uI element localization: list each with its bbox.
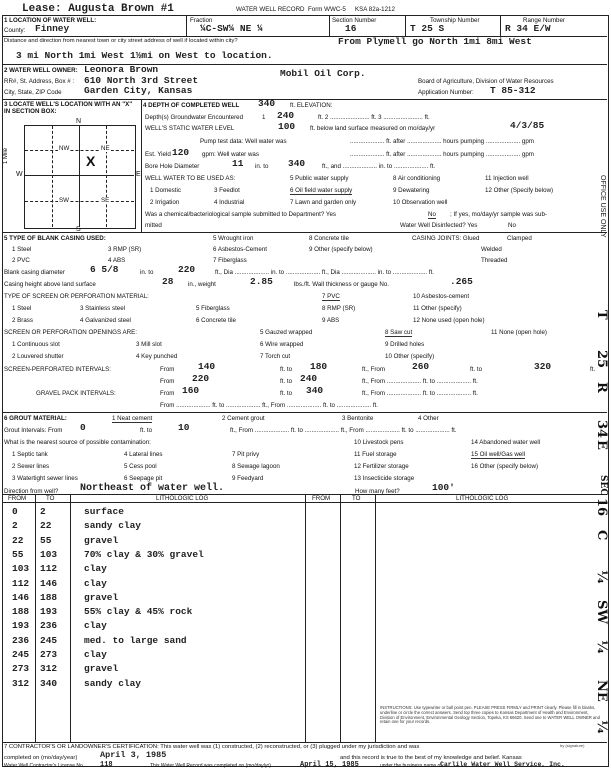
quadrant-nw: NW: [59, 145, 70, 152]
pump-label: Pump test data: Well water was: [200, 138, 287, 145]
groundwater-label: Depth(s) Groundwater Encountered: [145, 114, 244, 121]
casing-5: 5 Wrought iron: [213, 235, 254, 242]
log-from: 112: [12, 577, 30, 589]
screen-10: 10 Asbestos-cement: [413, 293, 470, 300]
log-description: gravel: [84, 663, 119, 675]
city-value: Garden City, Kansas: [84, 85, 193, 96]
contam-6: 6 Seepage pit: [124, 475, 163, 482]
contam-1: 1 Septic tank: [12, 451, 48, 458]
log-from: 312: [12, 677, 30, 689]
office-use-label: OFFICE USE ONLY: [599, 175, 606, 238]
screen-label: TYPE OF SCREEN OR PERFORATION MATERIAL:: [4, 293, 149, 300]
township-value: T 25 S: [410, 23, 445, 34]
chem-label: Was a chemical/bacteriological sample submitted to Department? Yes: [145, 211, 336, 218]
form-number: Form WWC-5: [308, 6, 346, 13]
contam-8: 8 Sewage lagoon: [232, 463, 280, 470]
screen-2: 2 Brass: [12, 317, 33, 324]
disinfected-no: No: [508, 222, 516, 229]
margin-hand-12: ¼: [594, 720, 609, 734]
height-value: 28: [162, 276, 174, 287]
elevation-label: ft. ELEVATION:: [290, 102, 333, 109]
distance-label: Distance and direction from nearest town or city street address of well if located within city?: [4, 38, 238, 44]
completed-label: completed on (mo/day/year): [4, 755, 78, 761]
use-11: 11 Injection well: [485, 175, 529, 182]
contam-12: 12 Fertilizer storage: [354, 463, 409, 470]
margin-hand-4: E: [594, 440, 609, 450]
margin-hand-9: SW: [594, 600, 609, 624]
gravel-label: GRAVEL PACK INTERVALS:: [36, 390, 116, 397]
county-label: County:: [4, 27, 26, 34]
height-label: Casing height above land surface: [4, 281, 96, 288]
use-8: 8 Air conditioning: [393, 175, 441, 182]
margin-hand-2: R: [594, 382, 609, 393]
perf-1-to: 180: [310, 361, 328, 372]
range-value: R 34 E/W: [505, 23, 551, 34]
screen-9: 9 ABS: [322, 317, 340, 324]
log-description: clay: [84, 563, 107, 575]
business-value: Carlile Water Well Service, Inc.: [440, 761, 565, 768]
static-value: 100: [278, 121, 296, 132]
address-label: RR#, St. Address, Box # :: [4, 78, 75, 85]
log-to: 146: [40, 577, 58, 589]
log-from: 188: [12, 606, 30, 618]
contam-15: 15 Oil well/Gas well: [471, 451, 525, 458]
gravel-1-to: 340: [306, 385, 324, 396]
mile-label: 1 Mile: [3, 147, 9, 164]
log-from: 0: [12, 506, 18, 517]
perf-2-to: 240: [300, 373, 318, 384]
township-label: Township Number: [430, 17, 480, 24]
opening-7: 7 Torch cut: [260, 353, 291, 360]
margin-hand-1: 25: [594, 350, 609, 369]
log-to: 236: [40, 620, 58, 632]
signature-label: by (signature): [560, 743, 585, 748]
log-from: 245: [12, 649, 30, 660]
grout-from: 0: [80, 422, 86, 433]
contam-2: 2 Sewer lines: [12, 463, 50, 470]
log-to: 103: [40, 548, 58, 560]
casing-1: 1 Steel: [12, 246, 32, 253]
mitted-label: mitted: [145, 222, 162, 229]
diameter-to-value: 220: [178, 264, 196, 275]
log-to: 273: [40, 649, 58, 660]
screen-6: 6 Concrete tile: [196, 317, 236, 324]
static-date: 4/3/85: [510, 120, 545, 131]
use-4: 4 Industrial: [214, 199, 245, 206]
county-value: Finney: [35, 23, 70, 34]
compass-s: S: [76, 226, 81, 233]
form-title: WATER WELL RECORD: [236, 6, 305, 13]
log-from: 193: [12, 620, 30, 632]
log-header-lithologic: LITHOLOGIC LOG: [156, 495, 209, 502]
log-description: sandy clay: [84, 677, 142, 689]
threaded: Threaded: [481, 257, 508, 264]
margin-hand-7: C: [594, 530, 609, 541]
use-2: 2 Irrigation: [150, 199, 180, 206]
use-9: 9 Dewatering: [393, 187, 430, 194]
diameter-to: in. to: [140, 269, 154, 276]
section-2-label: 2 WATER WELL OWNER:: [4, 67, 78, 74]
log-to: 188: [40, 591, 58, 603]
opening-2: 2 Louvered shutter: [12, 353, 64, 360]
opening-10: 10 Other (specify): [385, 353, 435, 360]
casing-8: 8 Concrete tile: [309, 235, 349, 242]
ksa-ref: KSA 82a-1212: [355, 6, 395, 13]
grout-4: 4 Other: [418, 415, 439, 422]
screen-1: 1 Steel: [12, 305, 32, 312]
log-description: 55% clay & 45% rock: [84, 606, 193, 618]
log-description: clay: [84, 649, 107, 660]
section-6-label: 6 GROUT MATERIAL:: [4, 415, 67, 422]
use-10: 10 Observation well: [393, 199, 448, 206]
log-description: sandy clay: [84, 520, 142, 532]
log-to: 193: [40, 606, 58, 618]
grout-2: 2 Cement grout: [222, 415, 265, 422]
bore-to-label: in. to: [255, 163, 269, 170]
range-label: Range Number: [523, 17, 565, 24]
quadrant-se: SE: [101, 197, 110, 204]
record-value: April 15, 1985: [300, 761, 359, 769]
yield-label: Est. Yield: [145, 151, 171, 158]
log-from: 273: [12, 663, 30, 675]
contam-3: 3 Watertight sewer lines: [12, 475, 78, 482]
log-header-to: TO: [46, 495, 55, 502]
howmany-value: 100': [432, 482, 455, 493]
instructions-line-3: OWNER and retain one for your records.: [380, 714, 600, 725]
city-label: City, State, ZIP Code: [4, 89, 62, 96]
howmany-label: How many feet?: [355, 488, 400, 495]
completed-rest: and this record is true to the best of my knowledge and belief. Kansas: [340, 755, 522, 761]
log-from: 103: [12, 563, 30, 575]
clamped: Clamped: [507, 235, 532, 242]
contam-11: 11 Fuel storage: [354, 451, 397, 458]
instructions-line-1: INSTRUCTIONS: Use typewriter or ball point pen. PLEASE PRESS FIRMLY and PRINT clearly. Please fill in blanks, underline or circle the correct answers. Send top: [380, 705, 596, 715]
section-5-label: 5 TYPE OF BLANK CASING USED:: [4, 235, 106, 242]
log-header-from-2: FROM: [312, 495, 331, 502]
screen-11: 11 Other (specify): [413, 305, 462, 312]
screen-5: 5 Fiberglass: [196, 305, 230, 312]
grout-to: 10: [178, 422, 190, 433]
screen-8: 8 RMP (SR): [322, 305, 356, 312]
compass-w: W: [16, 171, 23, 178]
section-4-label: 4 DEPTH OF COMPLETED WELL: [143, 102, 240, 109]
log-from: 2: [12, 520, 18, 532]
log-from: 55: [12, 548, 24, 560]
margin-hand-5: SEC: [598, 475, 608, 496]
well-x-mark: X: [86, 153, 96, 169]
use-12: 12 Other (Specify below): [485, 187, 554, 194]
casing-7: 7 Fiberglass: [213, 257, 247, 264]
contam-5: 5 Cess pool: [124, 463, 157, 470]
casing-9: 9 Other (specify below): [309, 246, 373, 253]
completed-value: April 3, 1985: [100, 750, 167, 760]
chem-rest: ; If yes, mo/day/yr sample was sub-: [450, 211, 547, 218]
log-to: 2: [40, 506, 46, 517]
welded: Welded: [481, 246, 502, 253]
bore-to-value: 340: [288, 158, 306, 169]
lease-title: Lease: Augusta Brown #1: [22, 3, 174, 15]
log-to: 55: [40, 534, 52, 546]
groundwater-index: 1: [262, 114, 266, 121]
fraction-label: Fraction: [190, 17, 213, 24]
distance-value-2: 3 mi North 1mi West 1½mi on West to location.: [16, 50, 273, 61]
log-from: 22: [12, 534, 24, 546]
application-value: T 85-312: [490, 85, 536, 96]
contam-label: What is the nearest source of possible contamination:: [4, 439, 151, 446]
opening-6: 6 Wire wrapped: [260, 341, 304, 348]
license-label: Water Well Contractor's License No.: [4, 763, 85, 769]
opening-4: 4 Key punched: [136, 353, 178, 360]
compass-e: E: [136, 171, 141, 178]
owner-company: Mobil Oil Corp.: [280, 68, 366, 79]
contam-9: 9 Feedyard: [232, 475, 264, 482]
log-description: 70% clay & 30% gravel: [84, 548, 204, 560]
use-3: 3 Feedlot: [214, 187, 240, 194]
instructions-line-2: three copies to Kansas Department of Health and Environment, Division of Environment, Environmental Geology Section, Topeka, KS 66620. Send one to WATER WELL: [380, 709, 589, 720]
margin-hand-6: 16: [594, 498, 609, 517]
contam-16: 16 Other (specify below): [471, 463, 539, 470]
opening-1: 1 Continuous slot: [12, 341, 60, 348]
screen-3: 3 Stainless steel: [80, 305, 126, 312]
perf-1-from: 140: [198, 361, 216, 372]
log-description: gravel: [84, 591, 119, 603]
address-value: 610 North 3rd Street: [84, 75, 199, 86]
openings-label: SCREEN OR PERFORATION OPENINGS ARE:: [4, 329, 137, 336]
log-from: 146: [12, 591, 30, 603]
log-header-to-2: TO: [352, 495, 361, 502]
perf-2-from: 220: [192, 373, 210, 384]
section-3-label: 3 LOCATE WELL'S LOCATION WITH AN "X" IN SECTION BOX:: [4, 101, 133, 116]
direction-label: Direction from well?: [4, 488, 59, 495]
margin-hand-11: NE: [594, 680, 609, 702]
casing-3: 3 RMP (SR): [108, 246, 142, 253]
log-from: 236: [12, 634, 30, 646]
yield-value: 120: [172, 147, 190, 158]
casing-4: 4 ABS: [108, 257, 126, 264]
quadrant-sw: SW: [59, 197, 69, 204]
static-label: WELL'S STATIC WATER LEVEL: [145, 125, 235, 132]
use-5: 5 Public water supply: [290, 175, 349, 182]
log-header-lithologic-2: LITHOLOGIC LOG: [456, 495, 509, 502]
perf-label: SCREEN-PERFORATED INTERVALS:: [4, 366, 111, 373]
groundwater-value: 240: [277, 110, 295, 121]
depth-value: 340: [258, 98, 276, 109]
screen-7: 7 PVC: [322, 293, 340, 300]
log-description: clay: [84, 577, 107, 589]
margin-hand-10: ¼: [594, 640, 609, 654]
grout-3: 3 Bentonite: [342, 415, 374, 422]
bore-value: 11: [232, 158, 244, 169]
log-to: 340: [40, 677, 58, 689]
instructions: [380, 706, 600, 725]
section-box: [24, 125, 136, 229]
license-value: 118: [100, 761, 113, 769]
casing-2: 2 PVC: [12, 257, 30, 264]
perf-1-to-2: 320: [534, 361, 552, 372]
log-to: 245: [40, 634, 58, 646]
margin-hand-3: 34: [594, 420, 609, 439]
section-number-value: 16: [345, 23, 357, 34]
business-label: under the business name of: [380, 763, 442, 769]
opening-8: 8 Saw cut: [385, 329, 413, 336]
yield-unit: gpm: Well water was: [202, 151, 259, 158]
perf-1-from-2: 260: [412, 361, 430, 372]
log-header-from: FROM: [8, 495, 27, 502]
use-label: WELL WATER TO BE USED AS:: [145, 175, 236, 182]
direction-value: Northeast of water well.: [80, 483, 225, 494]
distance-value-1: From Plymell go North 1mi 8mi West: [338, 36, 532, 47]
gravel-1-from: 160: [182, 385, 200, 396]
chem-no: No: [428, 211, 436, 218]
disinfected-label: Water Well Disinfected? Yes: [400, 222, 478, 229]
cert-label: 7 CONTRACTOR'S OR LANDOWNER'S CERTIFICATION: This water well was (1) constructed, (2) reconstructed, or (3) plugged under my jurisdiction and was: [4, 744, 420, 750]
grout-intervals-label: Grout Intervals: From: [4, 427, 63, 434]
contam-7: 7 Pit privy: [232, 451, 260, 458]
diameter-label: Blank casing diameter: [4, 269, 65, 276]
record-label: This Water Well Record was completed on (mo/day/yr): [150, 763, 271, 769]
margin-hand-0: T: [594, 310, 609, 320]
wall-label: lbs./ft. Wall thickness or gauge No.: [294, 281, 390, 288]
use-7: 7 Lawn and garden only: [290, 199, 357, 206]
opening-9: 9 Drilled holes: [385, 341, 425, 348]
board-label: Board of Agriculture, Division of Water Resources: [418, 78, 554, 85]
application-label: Application Number:: [418, 89, 474, 96]
log-description: med. to large sand: [84, 634, 187, 646]
quadrant-ne: NE: [101, 145, 110, 152]
compass-n: N: [76, 118, 82, 125]
wall-value: .265: [450, 276, 473, 287]
diameter-value: 6 5/8: [90, 264, 119, 275]
fraction-value: ¼C-SW¼ NE ¼: [200, 23, 263, 34]
grout-1: 1 Neat cement: [112, 415, 153, 422]
log-to: 112: [40, 563, 58, 575]
margin-hand-8: ¼: [594, 570, 609, 584]
section-1-label: 1 LOCATION OF WATER WELL:: [4, 17, 97, 24]
log-description: surface: [84, 506, 124, 517]
owner-name: Leonora Brown: [84, 64, 159, 75]
casing-joints: CASING JOINTS: Glued: [412, 235, 480, 242]
contam-10: 10 Livestock pens: [354, 439, 404, 446]
use-1: 1 Domestic: [150, 187, 181, 194]
log-to: 312: [40, 663, 58, 675]
bore-label: Bore Hole Diameter: [145, 163, 200, 170]
weight-value: 2.85: [250, 276, 273, 287]
log-description: clay: [84, 620, 107, 632]
contam-13: 13 Insecticide storage: [354, 475, 415, 482]
section-number-label: Section Number: [332, 17, 377, 24]
static-suffix: ft. below land surface measured on mo/day/yr: [310, 125, 436, 132]
opening-5: 5 Gauzed wrapped: [260, 329, 313, 336]
screen-4: 4 Galvanized steel: [80, 317, 131, 324]
use-6: 6 Oil field water supply: [290, 187, 353, 194]
log-to: 22: [40, 520, 52, 532]
contam-4: 4 Lateral lines: [124, 451, 163, 458]
weight-label: in., weight: [188, 281, 216, 288]
log-description: gravel: [84, 534, 119, 546]
opening-11: 11 None (open hole): [491, 329, 547, 336]
opening-3: 3 Mill slot: [136, 341, 162, 348]
contam-14: 14 Abandoned water well: [471, 439, 541, 446]
screen-12: 12 None used (open hole): [413, 317, 485, 324]
casing-6: 6 Asbestos-Cement: [213, 246, 267, 253]
